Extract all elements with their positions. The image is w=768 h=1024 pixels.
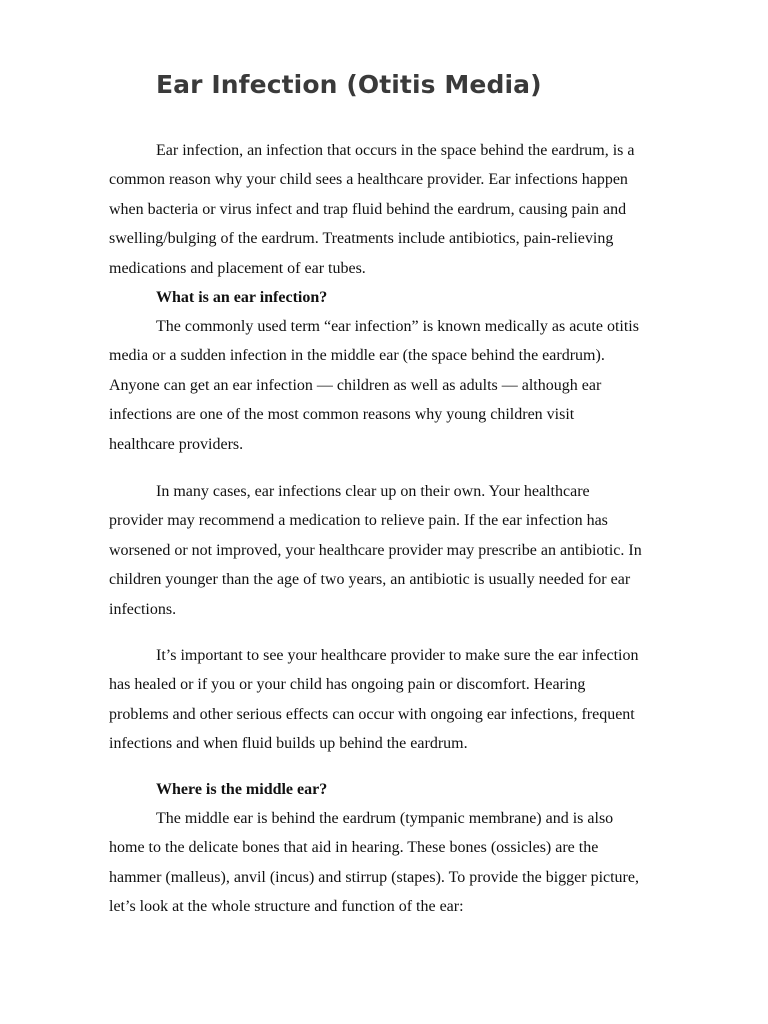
text-line: common reason why your child sees a healthcare provider. Ear infections happen	[109, 171, 628, 189]
section-heading-what-is: What is an ear infection?	[156, 289, 328, 306]
text-line: provider may recommend a medication to relieve pain. If the ear infection has	[109, 512, 608, 530]
text-line: hammer (malleus), anvil (incus) and stirrup (stapes). To provide the bigger picture,	[109, 868, 639, 886]
text-line: infections are one of the most common reasons why young children visit	[109, 406, 575, 424]
paragraph-treatment	[109, 477, 715, 624]
document-title: Ear Infection (Otitis Media)	[156, 70, 542, 99]
text-line: Ear infection, an infection that occurs in the space behind the eardrum, is a	[156, 142, 635, 159]
text-line: infections.	[109, 600, 177, 618]
text-line: children younger than the age of two years, an antibiotic is usually needed for ear	[109, 571, 631, 589]
text-line: has healed or if you or your child has ongoing pain or discomfort. Hearing	[109, 676, 586, 694]
text-line: The commonly used term “ear infection” is known medically as acute otitis	[156, 318, 639, 335]
section-heading-middle-ear: Where is the middle ear?	[156, 781, 328, 798]
text-line: infections and when fluid builds up behind the eardrum.	[109, 735, 468, 753]
text-line: It’s important to see your healthcare provider to make sure the ear infection	[156, 647, 639, 664]
text-line: swelling/bulging of the eardrum. Treatments include antibiotics, pain-relieving	[109, 230, 614, 248]
paragraph-middle-ear	[109, 804, 715, 922]
text-line: healthcare providers.	[109, 435, 244, 453]
text-line: home to the delicate bones that aid in hearing. These bones (ossicles) are the	[109, 839, 599, 857]
text-line: problems and other serious effects can occur with ongoing ear infections, frequent	[109, 705, 635, 723]
text-line: when bacteria or virus infect and trap fluid behind the eardrum, causing pain and	[109, 200, 627, 218]
text-line: The middle ear is behind the eardrum (tympanic membrane) and is also	[156, 810, 614, 827]
paragraph-definition	[109, 312, 715, 459]
text-line: Anyone can get an ear infection — children as well as adults — although ear	[109, 376, 602, 394]
paragraph-intro	[109, 136, 715, 283]
text-line: medications and placement of ear tubes.	[109, 259, 366, 277]
paragraph-importance	[109, 641, 715, 759]
text-line: worsened or not improved, your healthcare provider may prescribe an antibiotic. In	[109, 541, 642, 559]
text-line: In many cases, ear infections clear up on their own. Your healthcare	[156, 483, 590, 500]
text-line: let’s look at the whole structure and function of the ear:	[109, 898, 464, 916]
text-line: media or a sudden infection in the middle ear (the space behind the eardrum).	[109, 347, 605, 365]
